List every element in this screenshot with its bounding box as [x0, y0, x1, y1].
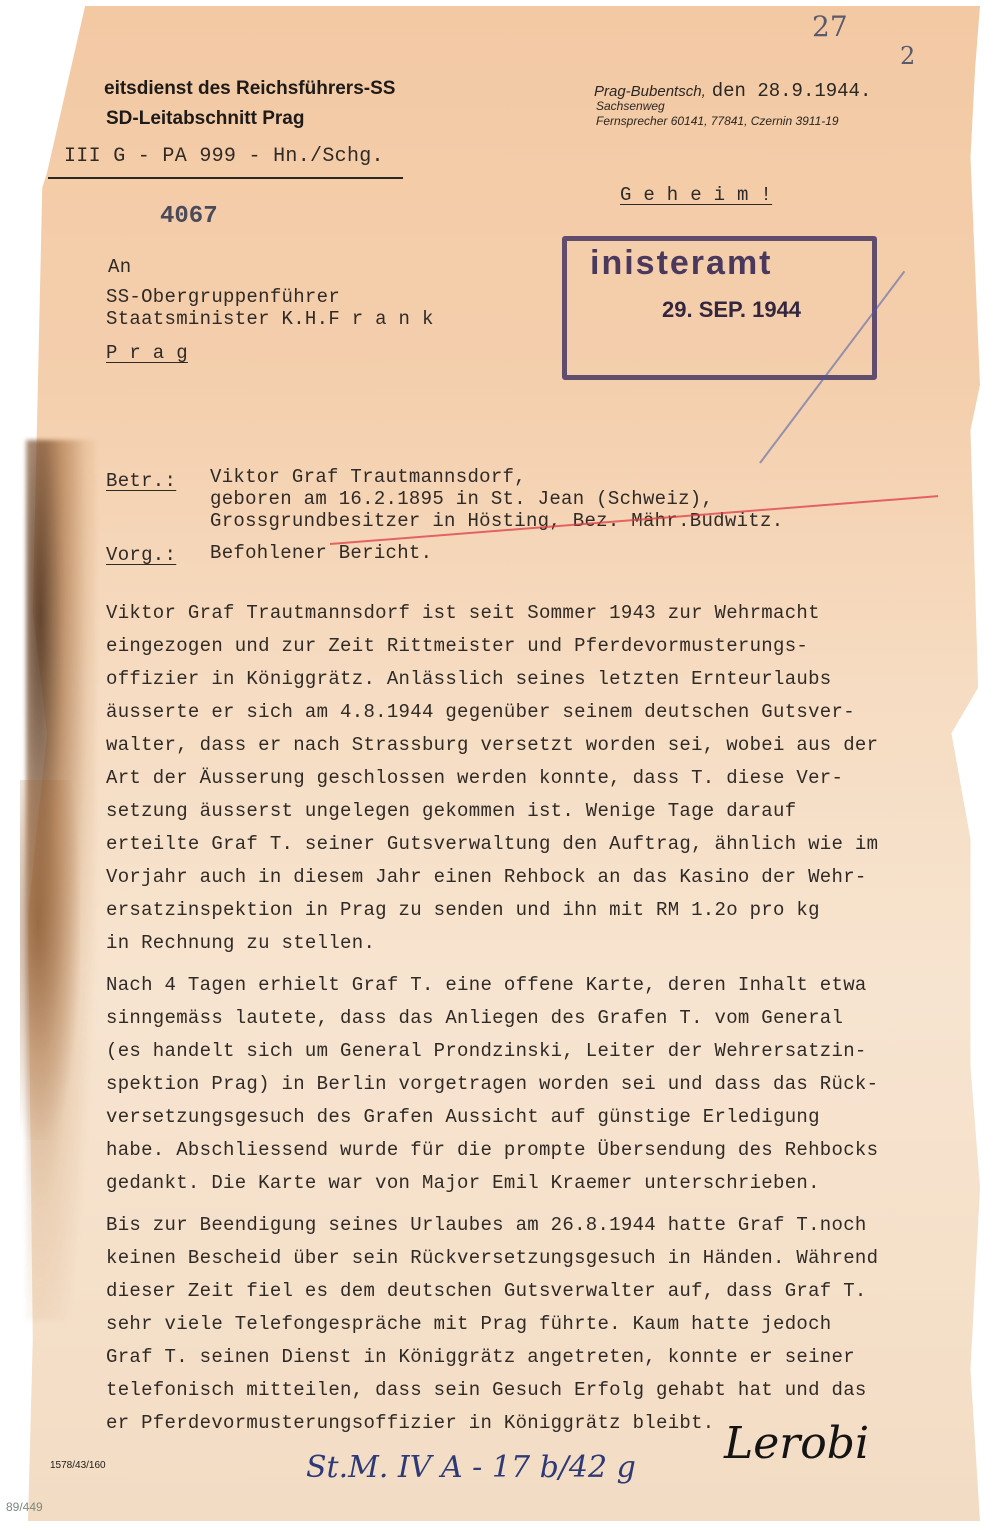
text-line: versetzungsgesuch des Grafen Aussicht auf günstige Erledigung	[106, 1106, 820, 1128]
edge-note: 89/449	[6, 1500, 43, 1514]
betr-line-1: Viktor Graf Trautmannsdorf,	[210, 466, 526, 488]
received-number: 4067	[160, 203, 218, 230]
text-line: spektion Prag) in Berlin vorgetragen worden sei und dass das Rück-	[106, 1073, 879, 1095]
text-line: habe. Abschliessend wurde für die prompte Übersendung des Rehbocks	[106, 1139, 879, 1161]
letterhead-line1: eitsdienst des Reichsführers-SS	[104, 78, 396, 99]
place-date: Prag-Bubentsch, den 28.9.1944.	[594, 80, 872, 102]
text-line: Nach 4 Tagen erhielt Graf T. eine offene Karte, deren Inhalt etwa	[106, 974, 867, 996]
reference-number: III G - PA 999 - Hn./Schg.	[64, 145, 384, 168]
text-line: Graf T. seinen Dienst in Königgrätz angetreten, konnte er seiner	[106, 1346, 855, 1368]
text-line: Viktor Graf Trautmannsdorf ist seit Sommer 1943 zur Wehrmacht	[106, 602, 820, 624]
vorg-text: Befohlener Bericht.	[210, 542, 433, 564]
text-line: offizier in Königgrätz. Anlässlich seines letzten Ernteurlaubs	[106, 668, 832, 690]
form-number: 1578/43/160	[50, 1460, 106, 1471]
text-line: er Pferdevormusterungsoffizier in Königgrätz bleibt.	[106, 1412, 715, 1434]
text-line: ersatzinspektion in Prag zu senden und ihn mit RM 1.2o pro kg	[106, 899, 820, 921]
stamp-word: inisteramt	[590, 244, 773, 282]
text-line: walter, dass er nach Strassburg versetzt worden sei, wobei aus der	[106, 734, 879, 756]
text-line: äusserte er sich am 4.8.1944 gegenüber seinem deutschen Gutsver-	[106, 701, 855, 723]
recipient-rank: SS-Obergruppenführer	[106, 286, 341, 308]
text-line: Vorjahr auch in diesem Jahr einen Rehbock an das Kasino der Wehr-	[106, 866, 867, 888]
text-line: (es handelt sich um General Prondzinski, Leiter der Wehrersatzin-	[106, 1040, 867, 1062]
street: Sachsenweg	[596, 99, 665, 113]
text-line: Art der Äusserung geschlossen werden konnte, dass T. diese Ver-	[106, 767, 844, 789]
text-line: sinngemäss lautete, dass das Anliegen des Grafen T. vom General	[106, 1007, 844, 1029]
betr-line-3: Grossgrundbesitzer in Hösting, Bez. Mähr.Budwitz.	[210, 510, 784, 532]
letterhead-line2: SD-Leitabschnitt Prag	[106, 108, 305, 129]
vorg-label: Vorg.:	[106, 544, 177, 566]
stamp-date: 29. SEP. 1944	[662, 297, 802, 322]
pencil-page-number: 27	[812, 10, 848, 43]
text-line: dieser Zeit fiel es dem deutschen Gutsverwalter auf, dass Graf T.	[106, 1280, 867, 1302]
recipient-city: P r a g	[106, 342, 188, 364]
betr-label: Betr.:	[106, 470, 177, 492]
text-line: eingezogen und zur Zeit Rittmeister und Pferdevormusterungs-	[106, 635, 809, 657]
text-line: erteilte Graf T. seiner Gutsverwaltung den Auftrag, ähnlich wie im	[106, 833, 879, 855]
text-line: sehr viele Telefongespräche mit Prag führte. Kaum hatte jedoch	[106, 1313, 832, 1335]
text-line: Bis zur Beendigung seines Urlaubes am 26.8.1944 hatte Graf T.noch	[106, 1214, 867, 1236]
signature: Lerobi	[724, 1418, 870, 1469]
recipient-name: Staatsminister K.H.F r a n k	[106, 308, 434, 330]
burn-damage-lower	[20, 780, 80, 1140]
text-line: setzung äusserst ungelegen gekommen ist. Wenige Tage darauf	[106, 800, 797, 822]
pencil-corner-mark: 2	[900, 42, 916, 70]
phone-numbers: Fernsprecher 60141, 77841, Czernin 3911-19	[596, 114, 839, 128]
text-line: in Rechnung zu stellen.	[106, 932, 376, 954]
file-stamp: St.M. IV A - 17 b/42 g	[306, 1450, 636, 1485]
text-line: gedankt. Die Karte war von Major Emil Kraemer unterschrieben.	[106, 1172, 820, 1194]
classification-geheim: G e h e i m !	[620, 184, 773, 206]
text-line: telefonisch mitteilen, dass sein Gesuch Erfolg gehabt hat und das	[106, 1379, 867, 1401]
letterhead-rule	[48, 177, 403, 179]
recipient-to: An	[108, 256, 132, 278]
text-line: keinen Bescheid über sein Rückversetzungsgesuch in Händen. Während	[106, 1247, 879, 1269]
betr-line-2: geboren am 16.2.1895 in St. Jean (Schweiz),	[210, 488, 714, 510]
